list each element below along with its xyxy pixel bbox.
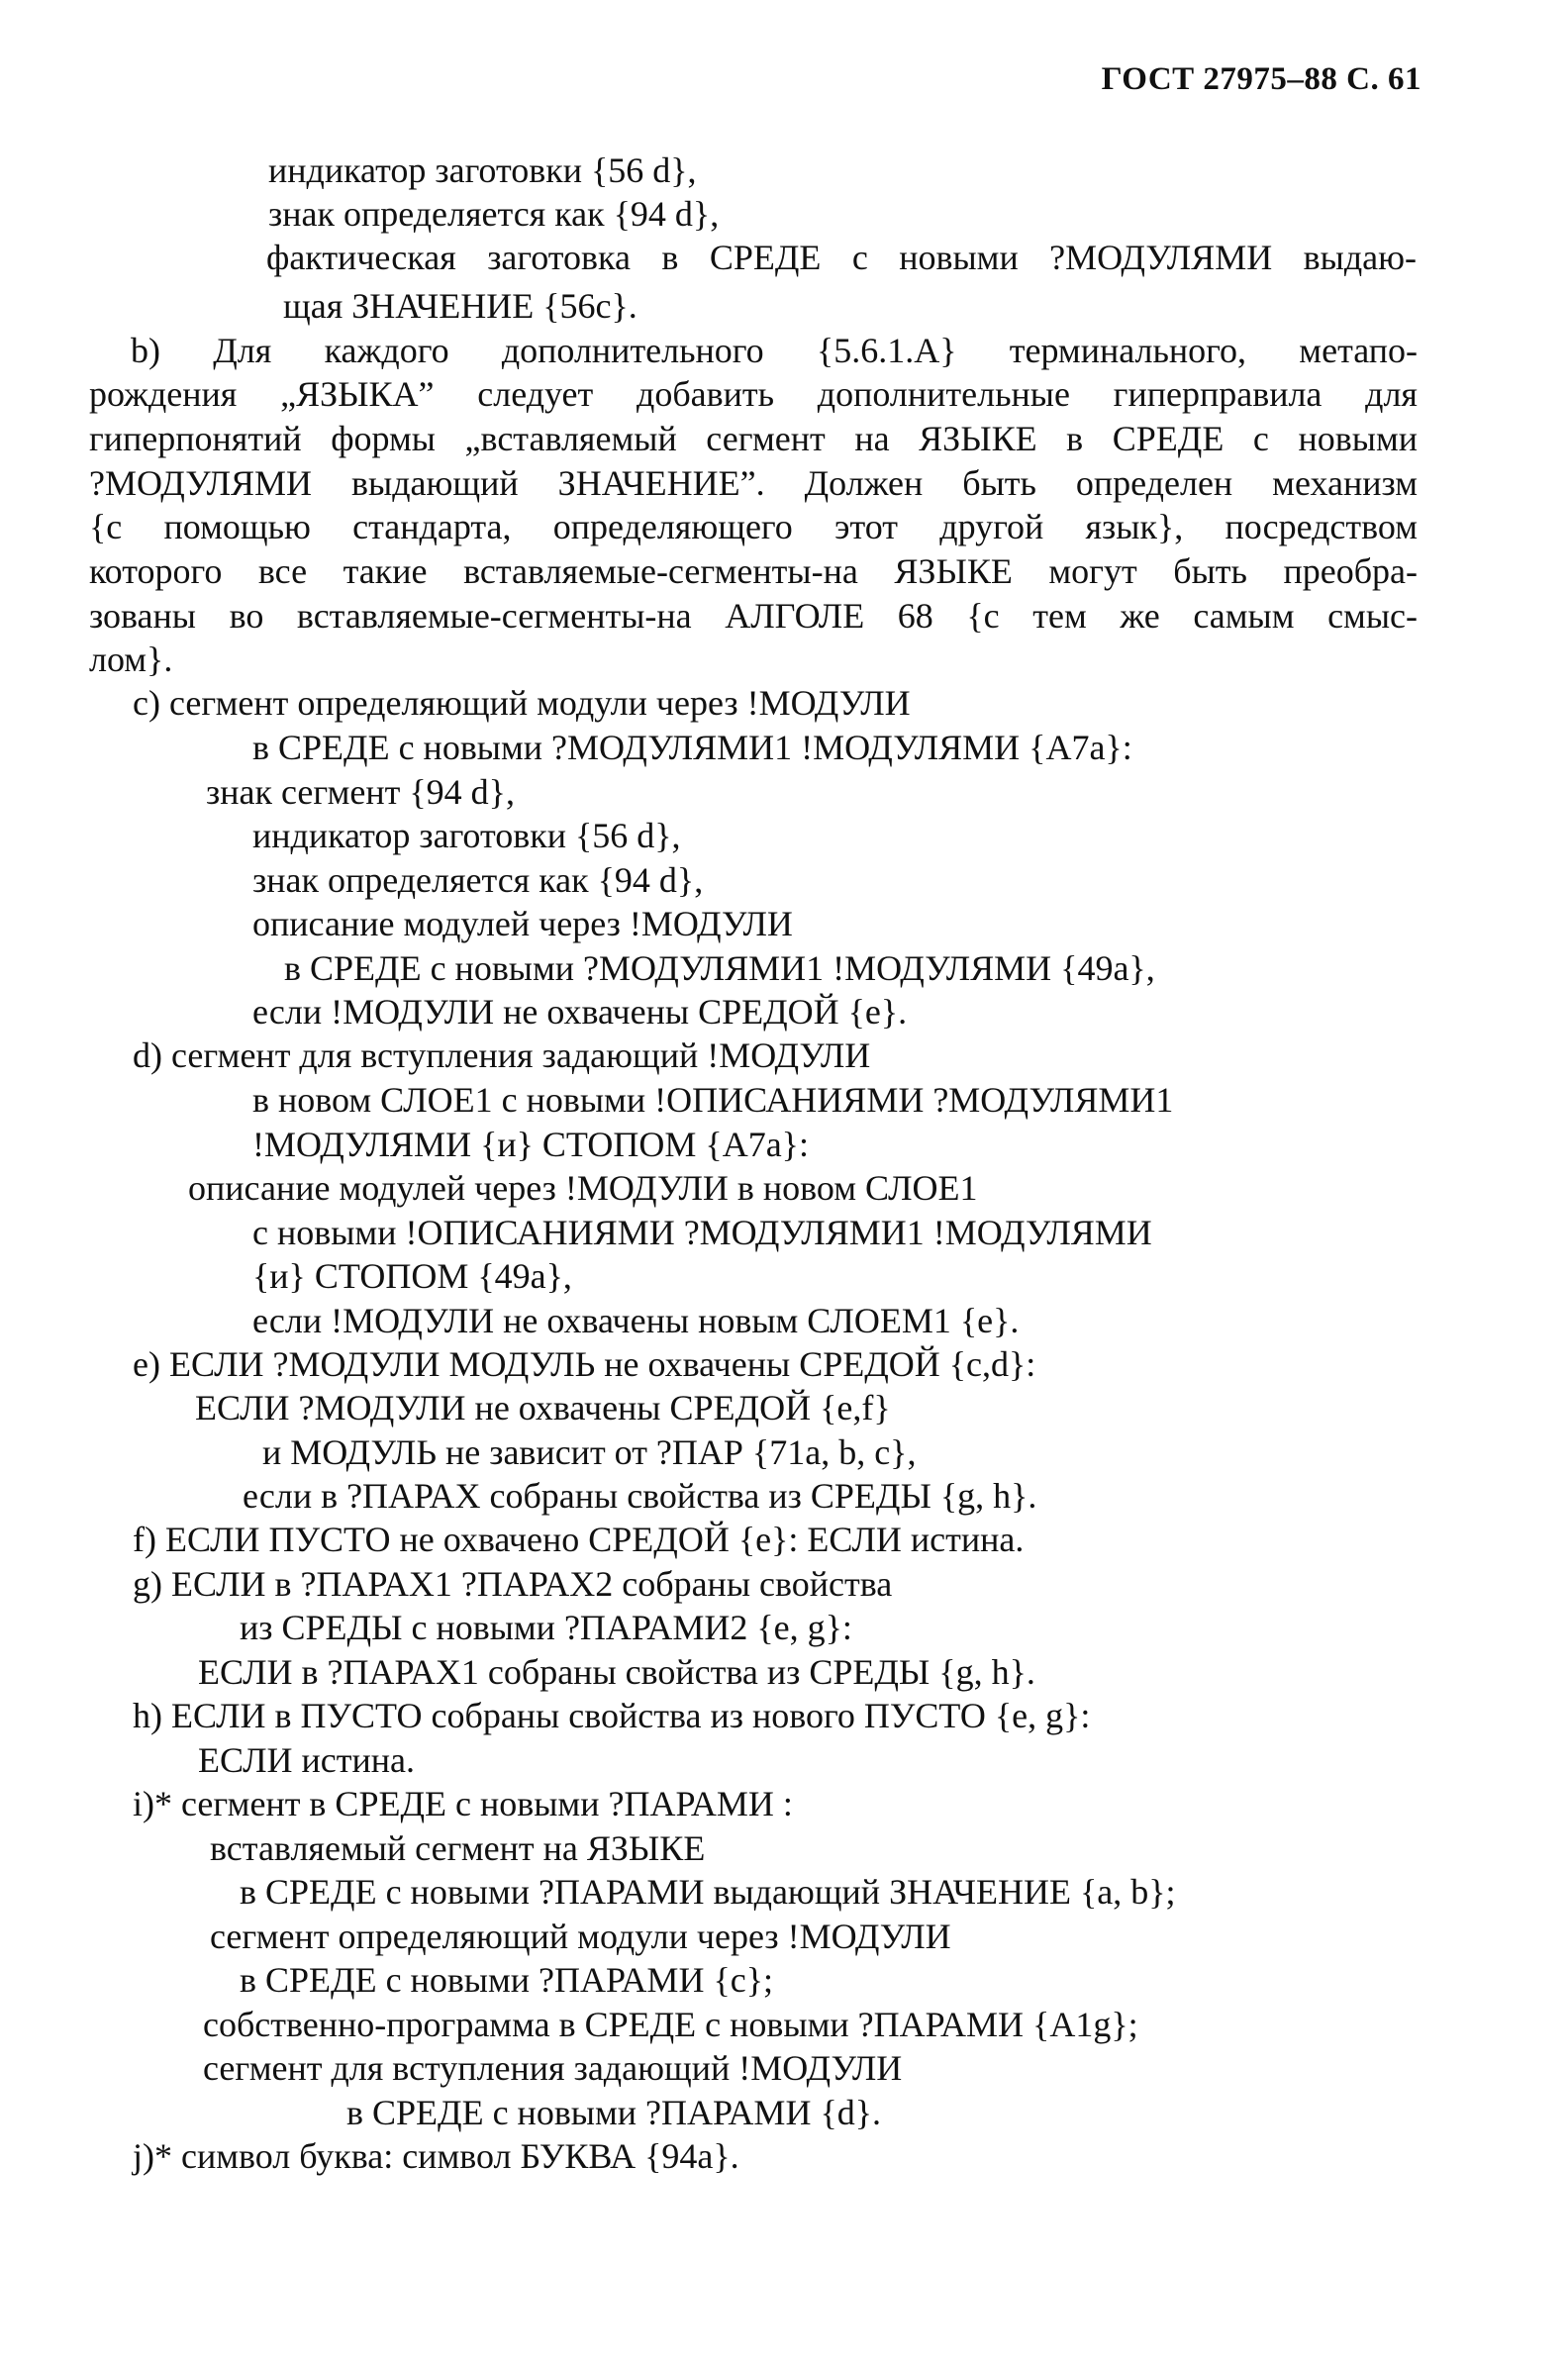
text-line: зованы во вставляемые-сегменты-на АЛГОЛЕ 68 {с тем же самым смыс- (89, 596, 1418, 636)
text-line: в СРЕДЕ с новыми ?ПАРАМИ {d}. (346, 2093, 881, 2132)
text-line: если !МОДУЛИ не охвачены СРЕДОЙ {e}. (252, 992, 908, 1032)
text-line: если в ?ПАРАХ собраны свойства из СРЕДЫ {g, h}. (243, 1476, 1037, 1516)
text-line: в СРЕДЕ с новыми ?МОДУЛЯМИ1 !МОДУЛЯМИ {A7a}: (252, 728, 1132, 767)
text-line: c) сегмент определяющий модули через !МОДУЛИ (133, 683, 911, 723)
page-header: ГОСТ 27975–88 С. 61 (1101, 61, 1421, 97)
text-line: d) сегмент для вступления задающий !МОДУЛИ (133, 1035, 871, 1075)
text-line: f) ЕСЛИ ПУСТО не охвачено СРЕДОЙ {e}: ЕСЛИ истина. (133, 1520, 1025, 1559)
text-line: j)* символ буква: символ БУКВА {94a}. (133, 2136, 739, 2176)
text-line: {и} СТОПОМ {49a}, (252, 1256, 572, 1296)
text-line: ?МОДУЛЯМИ выдающий ЗНАЧЕНИЕ”. Должен быть определен механизм (89, 463, 1418, 503)
text-line: сегмент определяющий модули через !МОДУЛИ (210, 1917, 951, 1956)
text-line: !МОДУЛЯМИ {и} СТОПОМ {A7a}: (252, 1125, 809, 1164)
text-line: i)* сегмент в СРЕДЕ с новыми ?ПАРАМИ : (133, 1784, 793, 1823)
text-line: в СРЕДЕ с новыми ?ПАРАМИ {c}; (240, 1960, 773, 2000)
text-line: рождения „ЯЗЫКА” следует добавить дополнительные гиперправила для (89, 374, 1418, 414)
text-line: щая ЗНАЧЕНИЕ {56c}. (283, 286, 637, 326)
text-line: g) ЕСЛИ в ?ПАРАХ1 ?ПАРАХ2 собраны свойства (133, 1564, 893, 1604)
text-line: знак определяется как {94 d}, (268, 194, 720, 234)
text-line: лом}. (89, 640, 173, 679)
text-line: индикатор заготовки {56 d}, (268, 150, 697, 190)
text-line: индикатор заготовки {56 d}, (252, 816, 681, 855)
text-line: h) ЕСЛИ в ПУСТО собраны свойства из нового ПУСТО {e, g}: (133, 1696, 1091, 1735)
text-line: знак сегмент {94 d}, (206, 772, 515, 812)
text-line: e) ЕСЛИ ?МОДУЛИ МОДУЛЬ не охвачены СРЕДОЙ {c,d}: (133, 1344, 1036, 1384)
text-line: и МОДУЛЬ не зависит от ?ПАР {71a, b, c}, (262, 1432, 917, 1472)
text-line: знак определяется как {94 d}, (252, 860, 704, 900)
text-line: собственно-программа в СРЕДЕ с новыми ?ПАРАМИ {A1g}; (203, 2005, 1138, 2044)
text-line: из СРЕДЫ с новыми ?ПАРАМИ2 {e, g}: (240, 1608, 852, 1647)
text-line: ЕСЛИ ?МОДУЛИ не охвачены СРЕДОЙ {e,f} (195, 1388, 891, 1427)
text-line: в новом СЛОЕ1 с новыми !ОПИСАНИЯМИ ?МОДУЛЯМИ1 (252, 1080, 1174, 1120)
text-line: гиперпонятий формы „вставляемый сегмент на ЯЗЫКЕ в СРЕДЕ с новыми (89, 419, 1418, 458)
text-line: если !МОДУЛИ не охвачены новым СЛОЕМ1 {e}. (252, 1301, 1020, 1340)
text-line: с новыми !ОПИСАНИЯМИ ?МОДУЛЯМИ1 !МОДУЛЯМИ (252, 1213, 1152, 1252)
text-line: в СРЕДЕ с новыми ?ПАРАМИ выдающий ЗНАЧЕНИЕ {a, b}; (240, 1872, 1176, 1912)
text-line: вставляемый сегмент на ЯЗЫКЕ (210, 1828, 706, 1868)
text-line: b) Для каждого дополнительного {5.6.1.A} терминального, метапо- (131, 331, 1418, 370)
text-line: ЕСЛИ истина. (198, 1740, 416, 1780)
text-line: фактическая заготовка в СРЕДЕ с новыми ?МОДУЛЯМИ выдаю- (266, 238, 1417, 277)
text-line: {с помощью стандарта, определяющего этот другой язык}, посредством (89, 507, 1418, 546)
text-line: описание модулей через !МОДУЛИ в новом СЛОЕ1 (188, 1168, 978, 1208)
text-line: сегмент для вступления задающий !МОДУЛИ (203, 2048, 903, 2088)
text-line: ЕСЛИ в ?ПАРАХ1 собраны свойства из СРЕДЫ {g, h}. (198, 1652, 1035, 1692)
text-line: в СРЕДЕ с новыми ?МОДУЛЯМИ1 !МОДУЛЯМИ {49a}, (284, 948, 1155, 988)
text-line: которого все такие вставляемые-сегменты-на ЯЗЫКЕ могут быть преобра- (89, 551, 1418, 591)
text-line: описание модулей через !МОДУЛИ (252, 904, 793, 943)
